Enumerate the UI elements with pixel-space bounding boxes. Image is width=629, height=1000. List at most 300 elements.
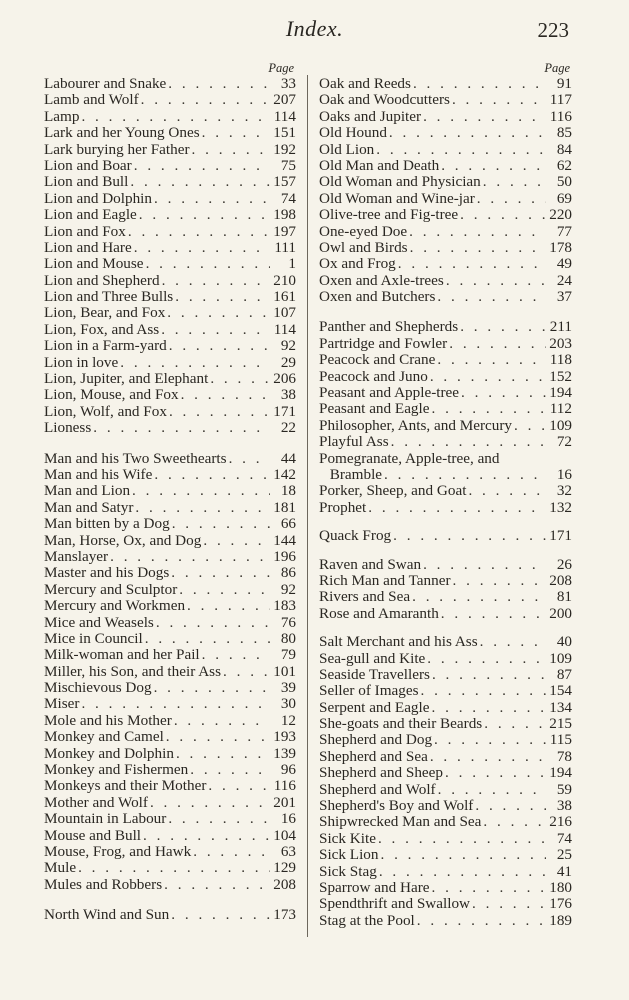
entry-title: Lion in a Farm-yard xyxy=(44,337,167,355)
entry-title: Man, Horse, Ox, and Dog xyxy=(44,531,202,549)
dot-leader xyxy=(139,207,270,223)
dot-leader xyxy=(150,795,270,811)
dot-leader xyxy=(171,565,270,581)
index-entry xyxy=(44,680,296,696)
index-entry xyxy=(44,565,296,581)
index-entry xyxy=(319,782,572,798)
entry-page-number: 66 xyxy=(280,515,296,533)
dot-leader xyxy=(413,76,546,92)
entry-page-number: 86 xyxy=(280,564,296,582)
index-entry xyxy=(319,651,572,667)
entry-title: Salt Merchant and his Ass xyxy=(319,633,478,651)
entry-page-number: 198 xyxy=(273,206,296,224)
dot-leader xyxy=(192,142,271,158)
index-entry xyxy=(319,273,572,289)
entry-page-number: 206 xyxy=(273,370,296,388)
index-entry xyxy=(319,191,572,207)
entry-title: Mountain in Labour xyxy=(44,810,167,828)
entry-title: Playful Ass xyxy=(319,433,389,451)
entry-page-number: 194 xyxy=(549,764,572,782)
dot-leader xyxy=(445,765,546,781)
dot-leader xyxy=(164,877,270,893)
dot-leader xyxy=(208,778,270,794)
index-entry xyxy=(44,500,296,516)
entry-title: Ox and Frog xyxy=(319,255,396,273)
dot-leader xyxy=(477,191,546,207)
entry-page-number: 117 xyxy=(549,91,572,109)
dot-leader xyxy=(391,434,546,450)
index-entry xyxy=(44,664,296,680)
entry-page-number: 75 xyxy=(280,156,296,174)
index-entry xyxy=(44,92,296,108)
entry-page-number: 180 xyxy=(549,878,572,896)
entry-page-number: 129 xyxy=(273,859,296,877)
entry-title: Porker, Sheep, and Goat xyxy=(319,482,467,500)
index-entry xyxy=(44,207,296,223)
dot-leader xyxy=(432,667,546,683)
entry-page-number: 207 xyxy=(273,91,296,109)
dot-leader xyxy=(179,582,270,598)
dot-leader xyxy=(468,483,546,499)
entry-title: Lion and Mouse xyxy=(44,255,144,273)
entry-title: Monkeys and their Mother xyxy=(44,777,207,795)
entry-title: Mice and Weasels xyxy=(44,613,154,631)
entry-page-number: 29 xyxy=(280,353,296,371)
dot-leader xyxy=(203,533,270,549)
dot-leader xyxy=(176,746,270,762)
dot-leader xyxy=(81,696,270,712)
entry-title: Rich Man and Tanner xyxy=(319,571,451,589)
dot-leader xyxy=(154,680,270,696)
entry-page-number: 109 xyxy=(549,649,572,667)
dot-leader xyxy=(421,683,546,699)
entry-page-number: 152 xyxy=(549,367,572,385)
entry-title: Old Man and Death xyxy=(319,156,440,174)
entry-title: Mother and Wolf xyxy=(44,793,148,811)
entry-page-number: 101 xyxy=(273,662,296,680)
index-entry xyxy=(44,844,296,860)
entry-title: Quack Frog xyxy=(319,527,392,545)
entry-title: Sea-gull and Kite xyxy=(319,649,426,667)
index-entry xyxy=(319,634,572,650)
entry-title: Old Woman and Wine-jar xyxy=(319,189,475,207)
entry-title: Partridge and Fowler xyxy=(319,334,448,352)
entry-title: Lamb and Wolf xyxy=(44,91,139,109)
entry-page-number: 76 xyxy=(280,613,296,631)
entry-page-number: 1 xyxy=(288,255,296,273)
index-entry xyxy=(44,338,296,354)
entry-title: Lion and Eagle xyxy=(44,206,137,224)
entry-title: Miser xyxy=(44,695,80,713)
index-entry xyxy=(44,631,296,647)
index-entry xyxy=(44,598,296,614)
entry-page-number: 50 xyxy=(556,173,572,191)
entry-title: Seaside Travellers xyxy=(319,665,430,683)
index-entry xyxy=(319,434,572,450)
entry-title: Sick Stag xyxy=(319,862,377,880)
entry-page-number: 69 xyxy=(556,189,572,207)
entry-page-number: 161 xyxy=(273,288,296,306)
index-entry xyxy=(44,289,296,305)
entry-page-number: 192 xyxy=(273,140,296,158)
entry-title: North Wind and Sun xyxy=(44,906,170,924)
dot-leader xyxy=(169,404,270,420)
page-number: 223 xyxy=(537,18,569,42)
index-entry xyxy=(44,256,296,272)
entry-page-number: 78 xyxy=(556,747,572,765)
dot-leader xyxy=(143,828,270,844)
entry-page-number: 33 xyxy=(280,75,296,92)
dot-leader xyxy=(128,224,270,240)
page-column-label: Page xyxy=(544,61,570,75)
entry-page-number: 16 xyxy=(556,465,572,483)
entry-title: Serpent and Eagle xyxy=(319,698,430,716)
index-entry xyxy=(44,404,296,420)
index-entry xyxy=(319,765,572,781)
entry-title: Rivers and Sea xyxy=(319,588,411,606)
entry-page-number: 91 xyxy=(556,75,572,92)
index-entry xyxy=(44,191,296,207)
entry-page-number: 109 xyxy=(549,416,572,434)
entry-title: Lion, Jupiter, and Elephant xyxy=(44,370,209,388)
entry-page-number: 203 xyxy=(549,334,572,352)
index-entry xyxy=(319,224,572,240)
index-entry xyxy=(319,864,572,880)
entry-title: Oaks and Jupiter xyxy=(319,107,422,125)
dot-leader xyxy=(461,385,546,401)
index-entry xyxy=(319,880,572,896)
entry-page-number: 107 xyxy=(273,304,296,322)
entry-title: Monkey and Dolphin xyxy=(44,744,174,762)
page-column-label: Page xyxy=(268,61,294,75)
entry-page-number: 189 xyxy=(549,911,572,929)
dot-leader xyxy=(169,338,270,354)
entry-page-number: 84 xyxy=(556,140,572,158)
index-entry xyxy=(44,615,296,631)
index-entry xyxy=(44,355,296,371)
entry-title: Miller, his Son, and their Ass xyxy=(44,662,221,680)
index-entry xyxy=(319,289,572,305)
entry-title: Milk-woman and her Pail xyxy=(44,646,200,664)
dot-leader xyxy=(81,109,270,125)
entry-title: Owl and Birds xyxy=(319,238,408,256)
entry-page-number: 79 xyxy=(280,646,296,664)
entry-title: Lamp xyxy=(44,107,80,125)
entry-title: Lion, Mouse, and Fox xyxy=(44,386,179,404)
entry-title: Mole and his Mother xyxy=(44,711,172,729)
dot-leader xyxy=(417,913,546,929)
entry-page-number: 80 xyxy=(280,629,296,647)
entry-page-number: 154 xyxy=(549,682,572,700)
index-entry xyxy=(44,483,296,499)
index-entry xyxy=(319,749,572,765)
dot-leader xyxy=(174,713,270,729)
index-entry xyxy=(319,467,572,483)
dot-leader xyxy=(437,352,546,368)
entry-page-number: 201 xyxy=(273,793,296,811)
entry-page-number: 116 xyxy=(549,107,572,125)
dot-leader xyxy=(449,336,546,352)
index-column-right xyxy=(319,60,572,929)
index-entry xyxy=(44,549,296,565)
index-entry xyxy=(319,683,572,699)
index-entry xyxy=(319,667,572,683)
index-entry xyxy=(44,877,296,893)
index-entry xyxy=(319,798,572,814)
entry-title: Man and his Two Sweethearts xyxy=(44,449,227,467)
entry-title: Lion and Fox xyxy=(44,222,126,240)
index-entry xyxy=(319,573,572,589)
entry-page-number: 215 xyxy=(549,715,572,733)
dot-leader xyxy=(93,420,270,436)
dot-leader xyxy=(134,158,270,174)
entry-page-number: 196 xyxy=(273,547,296,565)
dot-leader xyxy=(168,76,270,92)
dot-leader xyxy=(110,549,270,565)
index-entry xyxy=(319,913,572,929)
dot-leader xyxy=(156,615,270,631)
entry-page-number: 183 xyxy=(273,597,296,615)
entry-title: Sparrow and Hare xyxy=(319,878,430,896)
index-entry xyxy=(44,533,296,549)
entry-title: Peasant and Apple-tree xyxy=(319,384,460,402)
entry-title: Peacock and Juno xyxy=(319,367,428,385)
dot-leader xyxy=(460,207,546,223)
entry-title: Lion and Three Bulls xyxy=(44,288,174,306)
entry-title: Man and his Wife xyxy=(44,465,153,483)
entry-page-number: 87 xyxy=(556,665,572,683)
dot-leader xyxy=(430,749,546,765)
dot-leader xyxy=(453,573,546,589)
dot-leader xyxy=(423,557,546,573)
dot-leader xyxy=(154,467,270,483)
entry-page-number: 171 xyxy=(549,527,572,545)
dot-leader xyxy=(175,289,270,305)
index-entry xyxy=(44,371,296,387)
entry-title: Man bitten by a Dog xyxy=(44,515,170,533)
entry-title: Olive-tree and Fig-tree xyxy=(319,206,459,224)
entry-page-number: 74 xyxy=(556,829,572,847)
entry-title: Mules and Robbers xyxy=(44,875,163,893)
index-entry xyxy=(44,647,296,663)
section-gap xyxy=(319,545,572,557)
entry-title: Lion in love xyxy=(44,353,119,371)
entry-title: Master and his Dogs xyxy=(44,564,170,582)
entry-title: Prophet xyxy=(319,498,367,516)
entry-page-number: 49 xyxy=(556,255,572,273)
entry-title: Lion, Fox, and Ass xyxy=(44,320,160,338)
entry-title: Mule xyxy=(44,859,77,877)
dot-leader xyxy=(472,896,546,912)
entry-page-number: 96 xyxy=(280,761,296,779)
index-entry xyxy=(319,716,572,732)
entry-title: Mercury and Workmen xyxy=(44,597,186,615)
entry-title: Mercury and Sculptor xyxy=(44,580,178,598)
dot-leader xyxy=(398,256,546,272)
index-entry xyxy=(319,528,572,544)
entry-page-number: 41 xyxy=(556,862,572,880)
dot-leader xyxy=(441,606,546,622)
dot-leader xyxy=(412,589,546,605)
index-entry xyxy=(319,557,572,573)
index-entry xyxy=(319,589,572,605)
index-entry xyxy=(44,305,296,321)
entry-title: Shepherd and Dog xyxy=(319,731,433,749)
dot-leader xyxy=(452,92,546,108)
index-entry xyxy=(319,700,572,716)
index-entry xyxy=(319,142,572,158)
index-entry xyxy=(44,387,296,403)
dot-leader xyxy=(441,158,546,174)
index-entry xyxy=(319,896,572,912)
index-entry xyxy=(44,516,296,532)
entry-title: She-goats and their Beards xyxy=(319,715,483,733)
index-column-left xyxy=(44,60,296,924)
entry-title: Lion and Bull xyxy=(44,173,129,191)
dot-leader xyxy=(432,880,547,896)
entry-page-number: 114 xyxy=(273,107,296,125)
entry-page-number: 139 xyxy=(273,744,296,762)
entry-title: Shepherd and Sheep xyxy=(319,764,443,782)
dot-leader xyxy=(460,319,546,335)
entry-title: Stag at the Pool xyxy=(319,911,415,929)
index-entry xyxy=(319,240,572,256)
entry-page-number: 59 xyxy=(556,780,572,798)
dot-leader xyxy=(161,322,270,338)
dot-leader xyxy=(423,109,546,125)
entry-title: Seller of Images xyxy=(319,682,419,700)
dot-leader xyxy=(432,700,547,716)
entry-page-number: 18 xyxy=(280,482,296,500)
entry-page-number: 171 xyxy=(273,402,296,420)
entry-page-number: 44 xyxy=(280,449,296,467)
dot-leader xyxy=(437,289,546,305)
dot-leader xyxy=(78,860,270,876)
dot-leader xyxy=(378,831,546,847)
entry-title: Lion and Dolphin xyxy=(44,189,152,207)
entry-title: Mischievous Dog xyxy=(44,679,152,697)
index-entry xyxy=(44,142,296,158)
dot-leader xyxy=(154,191,270,207)
entry-title: Lark burying her Father xyxy=(44,140,190,158)
entry-page-number: 12 xyxy=(280,711,296,729)
entry-title: Sick Lion xyxy=(319,846,379,864)
entry-title: Shepherd and Sea xyxy=(319,747,428,765)
column-divider xyxy=(307,75,308,937)
entry-page-number: 30 xyxy=(280,695,296,713)
index-entry xyxy=(44,729,296,745)
index-entry xyxy=(319,92,572,108)
entry-page-number: 181 xyxy=(273,498,296,516)
dot-leader xyxy=(202,647,270,663)
entry-page-number: 134 xyxy=(549,698,572,716)
entry-title: Peasant and Eagle xyxy=(319,400,430,418)
dot-leader xyxy=(146,256,270,272)
dot-leader xyxy=(446,273,546,289)
entry-page-number: 26 xyxy=(556,555,572,573)
entry-title: Old Lion xyxy=(319,140,375,158)
entry-page-number: 92 xyxy=(280,337,296,355)
dot-leader xyxy=(132,483,270,499)
entry-page-number: 194 xyxy=(549,384,572,402)
index-entry xyxy=(319,451,572,467)
index-entry xyxy=(319,76,572,92)
entry-title: Rose and Amaranth xyxy=(319,604,439,622)
entry-page-number: 173 xyxy=(273,906,296,924)
index-entry xyxy=(44,420,296,436)
entry-title: Mouse, Frog, and Hawk xyxy=(44,842,192,860)
entry-title: Old Hound xyxy=(319,124,387,142)
dot-leader xyxy=(130,174,270,190)
entry-title: Spendthrift and Swallow xyxy=(319,895,471,913)
index-entry xyxy=(319,606,572,622)
dot-leader xyxy=(166,729,270,745)
index-entry xyxy=(44,582,296,598)
index-entry xyxy=(319,401,572,417)
dot-leader xyxy=(202,125,270,141)
entry-page-number: 81 xyxy=(556,588,572,606)
entry-title: Lark and her Young Ones xyxy=(44,124,200,142)
page-header-title: Index. xyxy=(285,16,344,41)
entry-title: Oxen and Butchers xyxy=(319,288,436,306)
entry-page-number: 208 xyxy=(273,875,296,893)
entry-title: Oak and Woodcutters xyxy=(319,91,450,109)
entry-title: Shepherd and Wolf xyxy=(319,780,436,798)
dot-leader xyxy=(379,864,546,880)
dot-leader xyxy=(120,355,270,371)
dot-leader xyxy=(167,305,270,321)
dot-leader xyxy=(145,631,270,647)
entry-title: Oak and Reeds xyxy=(319,75,411,92)
dot-leader xyxy=(409,224,546,240)
entry-page-number: 151 xyxy=(273,124,296,142)
index-entry xyxy=(44,907,296,923)
entry-title: Bramble xyxy=(329,465,383,483)
index-entry xyxy=(44,125,296,141)
dot-leader xyxy=(172,516,270,532)
entry-page-number: 38 xyxy=(556,797,572,815)
index-entry xyxy=(44,240,296,256)
entry-title: Pomegranate, Apple-tree, and xyxy=(319,449,500,467)
entry-page-number: 22 xyxy=(280,419,296,437)
section-gap xyxy=(44,893,296,907)
index-entry xyxy=(319,336,572,352)
index-entry xyxy=(319,418,572,434)
entry-page-number: 144 xyxy=(273,531,296,549)
index-entry xyxy=(44,828,296,844)
entry-title: Raven and Swan xyxy=(319,555,422,573)
entry-page-number: 16 xyxy=(280,810,296,828)
index-entry xyxy=(44,174,296,190)
entry-title: Shepherd's Boy and Wolf xyxy=(319,797,474,815)
index-entry xyxy=(44,860,296,876)
dot-leader xyxy=(376,142,546,158)
entry-page-number: 208 xyxy=(549,571,572,589)
entry-title: Labourer and Snake xyxy=(44,75,167,92)
index-entry xyxy=(44,76,296,92)
entry-page-number: 62 xyxy=(556,156,572,174)
index-entry xyxy=(319,385,572,401)
index-entry xyxy=(44,224,296,240)
dot-leader xyxy=(187,598,270,614)
entry-page-number: 77 xyxy=(556,222,572,240)
entry-page-number: 211 xyxy=(549,318,572,336)
dot-leader xyxy=(483,814,546,830)
entry-page-number: 39 xyxy=(280,679,296,697)
index-entry xyxy=(44,322,296,338)
index-entry xyxy=(44,467,296,483)
entry-page-number: 178 xyxy=(549,238,572,256)
